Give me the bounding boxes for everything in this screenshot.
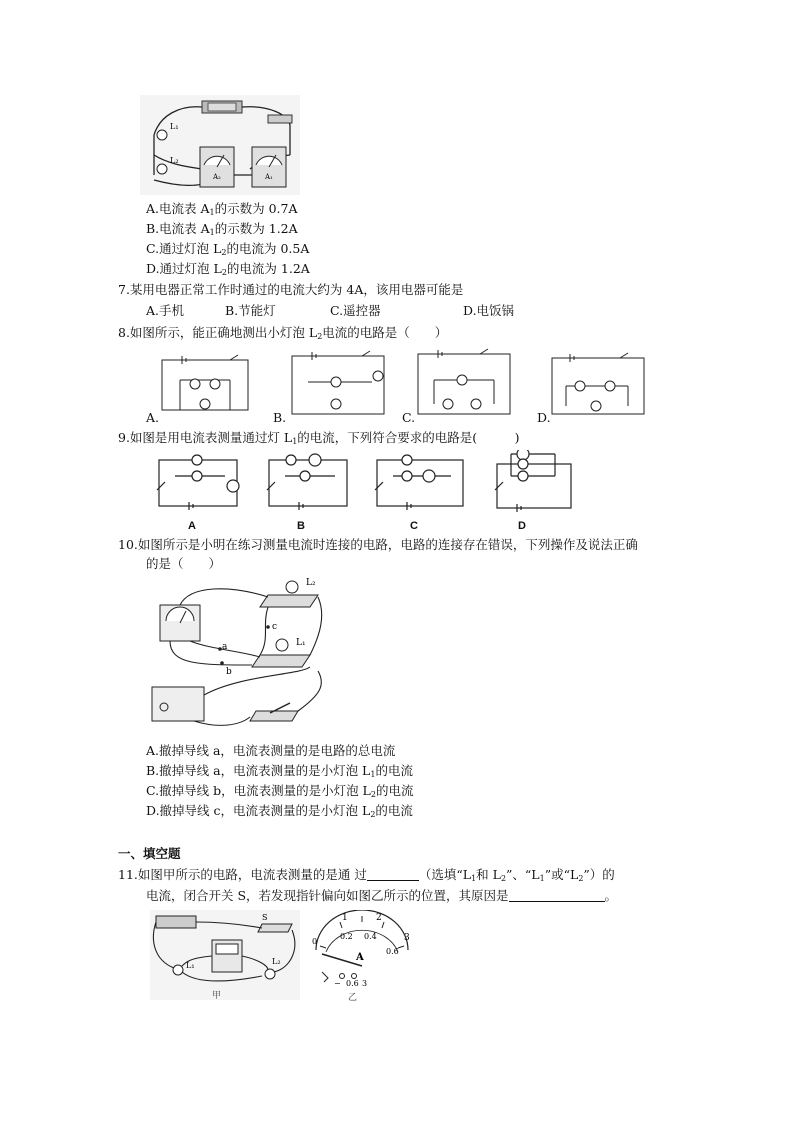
q7-option-b[interactable]: B.节能灯 xyxy=(225,303,276,318)
q11-fig-yi xyxy=(308,910,412,1002)
meter-tick-06: 0.6 xyxy=(386,947,399,956)
q11-line2: 电流，闭合开关 S，若发现指针偏向如图乙所示的位置，其原因是 。 xyxy=(146,888,618,903)
q7-option-a[interactable]: A.手机 xyxy=(146,303,185,318)
meter-term-neg: − xyxy=(334,979,341,988)
meter-tick-3: 3 xyxy=(404,933,410,943)
q11-l2-label: L₂ xyxy=(272,957,281,966)
q6-circuit-photo xyxy=(140,95,300,195)
q6-option-c[interactable]: C.通过灯泡 $L_2$的电流为 0.5A xyxy=(146,241,310,257)
q8-label-a: A. xyxy=(146,410,160,425)
meter-tick-02: 0.2 xyxy=(340,932,353,941)
q6-a1-label: A₁ xyxy=(265,173,273,181)
q8-label-d: D. xyxy=(537,410,551,425)
q6-option-b[interactable]: B.电流表 $A_1$的示数为 1.2A xyxy=(146,221,298,237)
q11-line1: 11.如图甲所示的电路，电流表测量的是通 过 （选填“$L_1$和 $L_2$”、“$L_1$”或“$L_2$”）的 xyxy=(118,867,615,883)
meter-term-3: 3 xyxy=(362,979,368,988)
q10-stem-line1: 10.如图所示是小明在练习测量电流时连接的电路，电路的连接存在错误，下列操作及说法正确 xyxy=(118,537,638,552)
q6-l2-label: L₂ xyxy=(170,156,179,165)
q9-label-d: D xyxy=(518,520,526,532)
q9-stem: 9.如图是用电流表测量通过灯 $L_1$的电流，下列符合要求的电路是( ) xyxy=(118,430,520,446)
meter-unit: A xyxy=(356,952,364,963)
q10-option-c[interactable]: C.撤掉导线 b，电流表测量的是小灯泡 $L_2$的电流 xyxy=(146,783,414,799)
q11-s-label: S xyxy=(262,913,268,922)
meter-tick-0: 0 xyxy=(312,937,318,946)
q8-label-c: C. xyxy=(402,410,416,425)
q9-label-a: A xyxy=(188,520,196,532)
q10-option-a[interactable]: A.撤掉导线 a，电流表测量的是电路的总电流 xyxy=(146,743,396,758)
q11-fig-jia-label: 甲 xyxy=(212,991,222,1000)
section-title: 一、填空题 xyxy=(118,846,181,861)
meter-tick-04: 0.4 xyxy=(364,932,377,941)
q6-option-a[interactable]: A.电流表 $A_1$的示数为 0.7A xyxy=(146,201,298,217)
q11-fig-yi-label: 乙 xyxy=(348,993,358,1002)
meter-tick-1: 1 xyxy=(342,913,348,923)
q11-l1-label: L₁ xyxy=(186,961,195,970)
meter-tick-2: 2 xyxy=(376,913,382,923)
q6-option-d[interactable]: D.通过灯泡 $L_2$的电流为 1.2A xyxy=(146,261,310,277)
q10-circuit-photo xyxy=(150,575,330,730)
q8-stem: 8.如图所示，能正确地测出小灯泡 $L_2$电流的电路是（ ） xyxy=(118,325,448,341)
q6-l1-label: L₁ xyxy=(170,122,179,131)
q10-b-label: b xyxy=(226,667,232,677)
q7-option-c[interactable]: C.遥控器 xyxy=(330,303,381,318)
q8-diagrams xyxy=(140,348,650,428)
q7-option-d[interactable]: D.电饭锅 xyxy=(463,303,515,318)
q9-label-c: C xyxy=(410,520,418,532)
q9-diagrams xyxy=(145,450,575,522)
q10-l2-label: L₂ xyxy=(306,578,316,588)
q10-a-label: a xyxy=(222,642,228,652)
meter-term-06: 0.6 xyxy=(346,979,359,988)
q10-c-label: c xyxy=(272,622,278,632)
q10-option-b[interactable]: B.撤掉导线 a，电流表测量的是小灯泡 $L_1$的电流 xyxy=(146,763,413,779)
q10-l1-label: L₁ xyxy=(296,638,306,648)
q10-stem-line2: 的是（ ） xyxy=(146,556,222,571)
q8-label-b: B. xyxy=(273,410,287,425)
q10-option-d[interactable]: D.撤掉导线 c，电流表测量的是小灯泡 $L_2$的电流 xyxy=(146,803,413,819)
q11-blank-2[interactable] xyxy=(509,889,605,902)
q7-stem: 7.某用电器正常工作时通过的电流大约为 4A，该用电器可能是 xyxy=(118,282,464,297)
q9-label-b: B xyxy=(297,520,305,532)
q11-blank-1[interactable] xyxy=(367,868,419,881)
q6-a2-label: A₂ xyxy=(213,173,221,181)
q11-fig-jia xyxy=(150,910,300,1000)
